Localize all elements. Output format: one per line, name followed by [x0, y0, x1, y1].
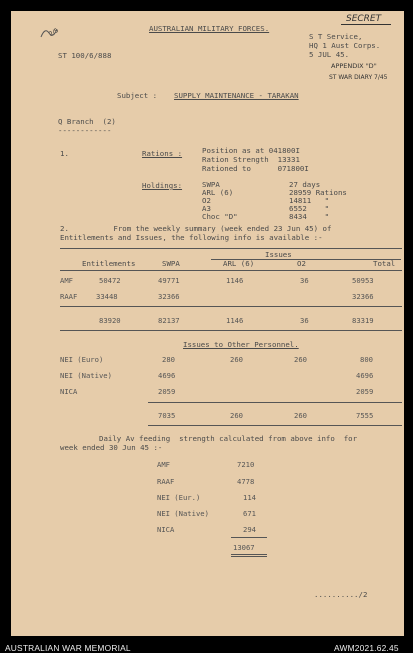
total-o2: 260: [294, 411, 307, 420]
cell-total: 2059: [356, 387, 374, 396]
feeding-total: 13067: [233, 543, 255, 552]
subject-label: Subject :: [117, 91, 158, 100]
document-title: AUSTRALIAN MILITARY FORCES.: [149, 24, 270, 33]
holding-value: 14811 ": [289, 196, 330, 205]
holding-name: Choc "D": [202, 212, 238, 221]
footer-institution: AUSTRALIAN WAR MEMORIAL: [5, 643, 131, 653]
feeding-value: 114: [243, 493, 256, 502]
holding-value: 6552 ": [289, 204, 330, 213]
feeding-label: NEI (Eur.): [157, 493, 201, 502]
holding-name: SWPA: [202, 180, 220, 189]
cell-total: 32366: [352, 292, 374, 301]
other-personnel-title: Issues to Other Personnel.: [183, 340, 299, 349]
corner-handwritten-mark: 2/5: [47, 27, 60, 38]
feeding-value: 294: [243, 525, 256, 534]
para1-number: 1.: [60, 149, 69, 158]
cell-arl: 1146: [226, 276, 244, 285]
header-entitlements: Entitlements: [82, 259, 136, 268]
cell-entitlements: 33448: [96, 292, 118, 301]
feeding-line-2: week ended 30 Jun 45 :-: [60, 443, 163, 452]
table1-top-rule: [60, 248, 402, 249]
table1-sum-rule: [60, 306, 402, 307]
row-label: RAAF: [60, 292, 78, 301]
feeding-sum-rule: [231, 537, 267, 538]
subject-text: SUPPLY MAINTENANCE - TARAKAN: [174, 91, 299, 100]
feeding-value: 671: [243, 509, 256, 518]
feeding-label: NICA: [157, 525, 175, 534]
cell-swpa: 280: [162, 355, 175, 364]
row-label: AMF: [60, 276, 73, 285]
total-total: 7555: [356, 411, 374, 420]
cell-o2: 260: [294, 355, 307, 364]
total-swpa: 7035: [158, 411, 176, 420]
secret-underline: [341, 24, 391, 25]
header-o2: O2: [297, 259, 306, 268]
sender-date: 5 JUL 45.: [309, 50, 350, 59]
cell-total: 4696: [356, 371, 374, 380]
war-diary-handwritten: ST WAR DIARY 7/45: [329, 74, 388, 81]
table2-bottom-rule: [148, 425, 402, 426]
total-o2: 36: [300, 316, 309, 325]
holding-name: O2: [202, 196, 211, 205]
holding-value: 27 days: [289, 180, 321, 189]
total-swpa: 82137: [158, 316, 180, 325]
cell-o2: 36: [300, 276, 309, 285]
feeding-label: NEI (Native): [157, 509, 209, 518]
feeding-total-double-rule-2: [231, 556, 267, 557]
cell-swpa: 49771: [158, 276, 180, 285]
reference-number: ST 100/6/888: [58, 51, 112, 60]
total-arl: 1146: [226, 316, 244, 325]
feeding-label: AMF: [157, 460, 170, 469]
feeding-line-1: Daily Av feeding strength calculated from above info for: [99, 434, 358, 443]
branch-dash-rule: ------------: [58, 126, 112, 135]
header-arl: ARL (6): [223, 259, 255, 268]
rations-label: Rations :: [142, 149, 183, 158]
total-total: 83319: [352, 316, 374, 325]
issues-heading: Issues: [265, 250, 292, 259]
cell-total: 800: [360, 355, 373, 364]
para2-line-1: 2. From the weekly summary (week ended 23 Jun 45) of: [60, 224, 332, 233]
holding-name: A3: [202, 204, 211, 213]
continuation-marker: ........../2: [314, 590, 368, 599]
holding-value: 28959 Rations: [289, 188, 347, 197]
total-entitlements: 83920: [99, 316, 121, 325]
row-label: NEI (Native): [60, 371, 112, 380]
holdings-label: Holdings:: [142, 181, 183, 190]
total-arl: 260: [230, 411, 243, 420]
sender-line-1: S T Service,: [309, 32, 363, 41]
feeding-value: 7210: [237, 460, 255, 469]
branch-heading: Q Branch (2): [58, 117, 116, 126]
table2-sum-rule: [148, 402, 402, 403]
feeding-total-double-rule-1: [231, 554, 267, 555]
holding-value: 8434 ": [289, 212, 330, 221]
cell-total: 50953: [352, 276, 374, 285]
table1-header-rule: [60, 270, 402, 271]
header-swpa: SWPA: [162, 259, 180, 268]
cell-swpa: 4696: [158, 371, 176, 380]
secret-stamp: SECRET: [346, 14, 382, 24]
rations-line-1: Position as at 041800I: [202, 146, 300, 155]
sender-line-2: HQ 1 Aust Corps.: [309, 41, 381, 50]
cell-swpa: 2059: [158, 387, 176, 396]
appendix-handwritten: APPENDIX "D": [331, 62, 377, 70]
feeding-value: 4778: [237, 477, 255, 486]
document-page: [11, 11, 404, 636]
rations-line-3: Rationed to 071800I: [202, 164, 309, 173]
rations-line-2: Ration Strength 13331: [202, 155, 300, 164]
footer-accession-number: AWM2021.62.45: [334, 643, 399, 653]
holding-name: ARL (6): [202, 188, 234, 197]
para2-line-2: Entitlements and Issues, the following info is available :-: [60, 233, 323, 242]
table1-bottom-rule: [60, 330, 402, 331]
cell-swpa: 32366: [158, 292, 180, 301]
cell-arl: 260: [230, 355, 243, 364]
feeding-label: RAAF: [157, 477, 175, 486]
row-label: NEI (Euro): [60, 355, 104, 364]
row-label: NICA: [60, 387, 78, 396]
header-total: Total: [373, 259, 396, 268]
cell-entitlements: 50472: [99, 276, 121, 285]
